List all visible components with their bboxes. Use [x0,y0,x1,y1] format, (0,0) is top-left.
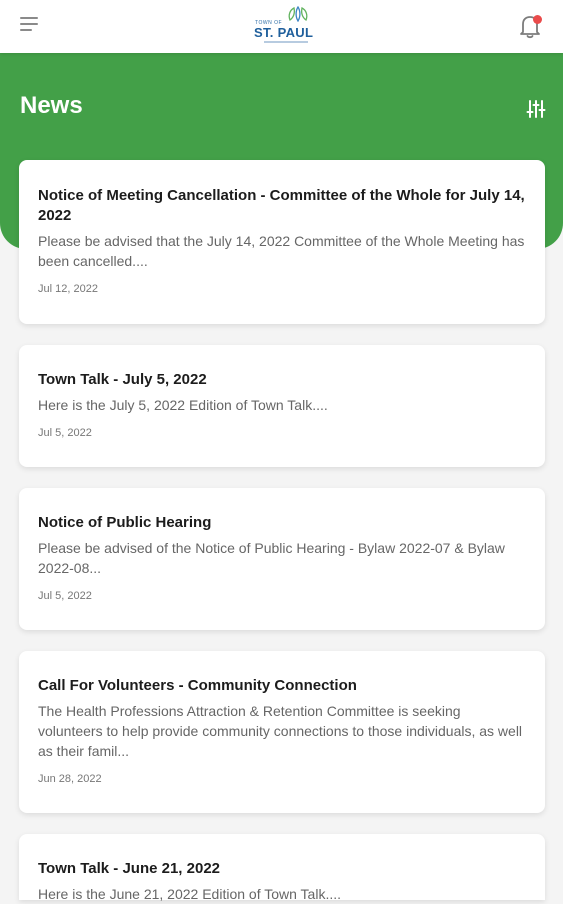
news-title: Call For Volunteers - Community Connection [38,677,357,694]
news-date: Jun 28, 2022 [38,773,102,785]
notification-badge [533,15,542,24]
logo-town-label: TOWN OF [255,20,283,26]
menu-icon[interactable] [20,17,42,37]
news-card[interactable] [19,345,545,467]
news-date: Jul 5, 2022 [38,427,92,439]
news-card[interactable] [19,160,545,324]
news-title: Notice of Meeting Cancellation - Committee of the Whole for July 14, 2022 [38,187,525,224]
logo-tagline-rule [264,41,308,43]
filter-sliders-icon [526,99,546,119]
news-excerpt: Here is the June 21, 2022 Edition of Town Talk.... [38,886,342,902]
news-excerpt: The Health Professions Attraction & Retention Committee is seeking volunteers to help provide community connections to those individuals, as well as their famil... [38,703,523,759]
filter-button[interactable] [526,99,546,119]
news-card[interactable] [19,488,545,630]
notification-button[interactable] [519,13,545,41]
logo-mark-icon [286,6,310,22]
news-title: Town Talk - July 5, 2022 [38,371,207,388]
app-header [0,0,563,53]
news-excerpt: Please be advised of the Notice of Public Hearing - Bylaw 2022-07 & Bylaw 2022-08... [38,540,505,576]
news-excerpt: Here is the July 5, 2022 Edition of Town Talk.... [38,397,328,413]
news-date: Jul 12, 2022 [38,283,98,295]
page-title: News [20,92,83,119]
news-title: Town Talk - June 21, 2022 [38,860,221,877]
news-card[interactable] [19,651,545,813]
news-date: Jul 5, 2022 [38,590,92,602]
news-title: Notice of Public Hearing [38,514,212,531]
news-excerpt: Please be advised that the July 14, 2022 Committee of the Whole Meeting has been cancelled.... [38,233,525,269]
logo-name-label: ST. PAUL [254,25,314,40]
town-logo [252,6,314,46]
news-card[interactable] [19,834,545,900]
